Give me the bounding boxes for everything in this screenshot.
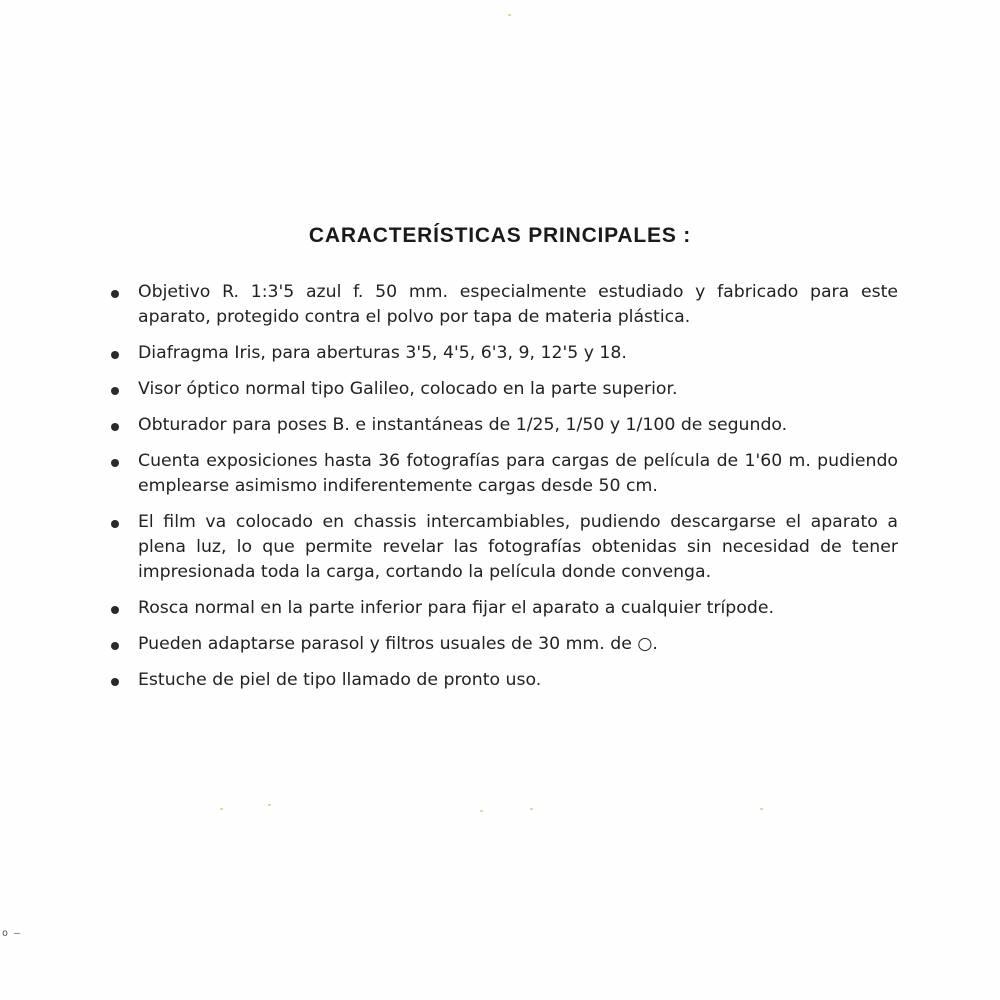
bullet-icon bbox=[111, 459, 119, 467]
bullet-icon bbox=[111, 387, 119, 395]
paper-speck bbox=[508, 14, 511, 16]
list-item-text: Pueden adaptarse parasol y filtros usuales de 30 mm. de ○. bbox=[138, 634, 658, 654]
list-item bbox=[108, 632, 898, 657]
list-item-text: Estuche de piel de tipo llamado de pronto uso. bbox=[138, 670, 542, 690]
list-item bbox=[108, 449, 898, 499]
list-item-text: Objetivo R. 1:3'5 azul f. 50 mm. especialmente estudiado y fabricado para este aparato, protegido contra el polvo por tapa de materia plástica. bbox=[138, 282, 898, 327]
bullet-icon bbox=[111, 423, 119, 431]
feature-list bbox=[108, 280, 898, 704]
bullet-icon bbox=[111, 678, 119, 686]
corner-mark: o – bbox=[2, 928, 21, 939]
paper-speck bbox=[480, 810, 483, 812]
list-item bbox=[108, 668, 898, 693]
list-item-text: El film va colocado en chassis intercambiables, pudiendo descargarse el aparato a plena luz, lo que permite revelar las fotografías obtenidas sin necesidad de tener impresionada toda la carga, cortando la película donde convenga. bbox=[138, 512, 898, 582]
list-item-text: Cuenta exposiciones hasta 36 fotografías para cargas de película de 1'60 m. pudiendo emplearse asimismo indiferentemente cargas desde 50 cm. bbox=[138, 451, 898, 496]
paper-speck bbox=[530, 808, 533, 810]
list-item bbox=[108, 596, 898, 621]
list-item bbox=[108, 413, 898, 438]
paper-speck bbox=[220, 808, 223, 810]
list-item bbox=[108, 377, 898, 402]
bullet-icon bbox=[111, 642, 119, 650]
bullet-icon bbox=[111, 520, 119, 528]
paper-speck bbox=[268, 804, 271, 806]
bullet-icon bbox=[111, 606, 119, 614]
paper-speck bbox=[760, 808, 763, 810]
list-item-text: Rosca normal en la parte inferior para fijar el aparato a cualquier trípode. bbox=[138, 598, 774, 618]
list-item-text: Diafragma Iris, para aberturas 3'5, 4'5, 6'3, 9, 12'5 y 18. bbox=[138, 343, 627, 363]
list-item-text: Visor óptico normal tipo Galileo, colocado en la parte superior. bbox=[138, 379, 678, 399]
page-title: CARACTERÍSTICAS PRINCIPALES : bbox=[308, 224, 692, 247]
list-item-text: Obturador para poses B. e instantáneas de 1/25, 1/50 y 1/100 de segundo. bbox=[138, 415, 788, 435]
bullet-icon bbox=[111, 351, 119, 359]
list-item bbox=[108, 510, 898, 585]
list-item bbox=[108, 280, 898, 330]
list-item bbox=[108, 341, 898, 366]
bullet-icon bbox=[111, 290, 119, 298]
